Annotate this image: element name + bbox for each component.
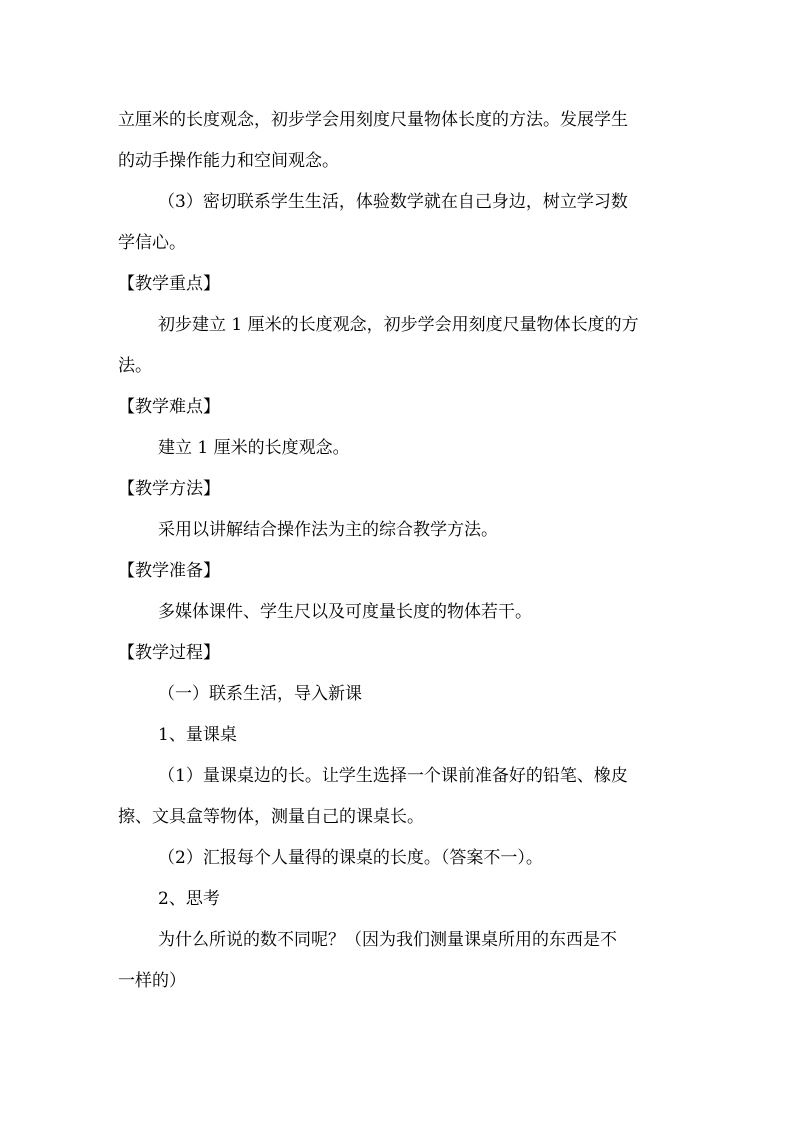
paragraph-line: 多媒体课件、学生尺以及可度量长度的物体若干。: [158, 602, 532, 622]
list-item: （1）量课桌边的长。让学生选择一个课前准备好的铅笔、橡皮: [158, 766, 628, 786]
paragraph-line: 法。: [118, 356, 152, 376]
section-heading-difficulties: 【教学难点】: [118, 397, 220, 417]
list-item: （2）汇报每个人量得的课桌的长度。（答案不一）。: [158, 848, 543, 868]
paragraph-line: 初步建立 1 厘米的长度观念，初步学会用刻度尺量物体长度的方: [158, 315, 639, 335]
objective-3-line: （3）密切联系学生生活，体验数学就在自己身边，树立学习数: [158, 192, 628, 212]
list-item: 1、量课桌: [158, 725, 237, 745]
section-heading-methods: 【教学方法】: [118, 479, 220, 499]
paragraph-line: 采用以讲解结合操作法为主的综合教学方法。: [158, 520, 498, 540]
paragraph-line: 学信心。: [118, 233, 186, 253]
section-heading-key-points: 【教学重点】: [118, 274, 220, 294]
paragraph-line: 为什么所说的数不同呢？（因为我们测量课桌所用的东西是不: [158, 930, 617, 950]
paragraph-line: 立厘米的长度观念，初步学会用刻度尺量物体长度的方法。发展学生: [118, 110, 628, 130]
section-heading-process: 【教学过程】: [118, 643, 220, 663]
subsection-heading: （一）联系生活，导入新课: [158, 684, 362, 704]
paragraph-line: 的动手操作能力和空间观念。: [118, 151, 339, 171]
paragraph-line: 擦、文具盒等物体，测量自己的课桌长。: [118, 807, 424, 827]
section-heading-preparation: 【教学准备】: [118, 561, 220, 581]
paragraph-line: 建立 1 厘米的长度观念。: [158, 438, 350, 458]
list-item: 2、思考: [158, 889, 220, 909]
paragraph-line: 一样的）: [118, 971, 186, 991]
